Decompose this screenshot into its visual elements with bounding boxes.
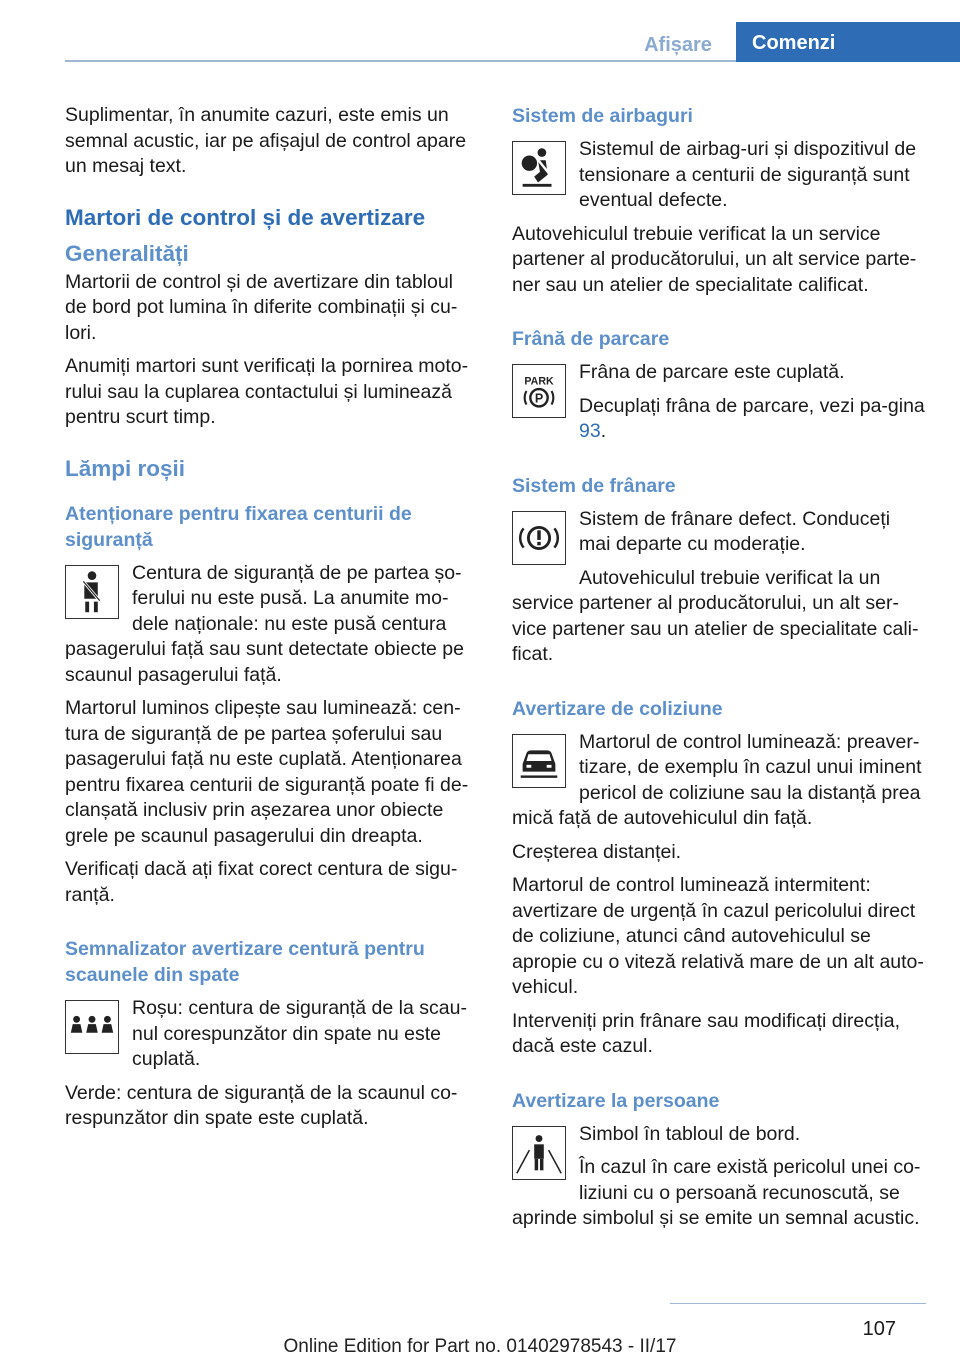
heading-rear-seatbelt: Semnalizator avertizare centură pentru scaunele din spate [65,938,425,986]
parking-brake-text: Decuplați frâna de parcare, vezi pa-gina [579,394,925,417]
page-number: 107 [862,1318,896,1340]
seatbelt-paragraph-3: Verificați dacă ați fixat corect centura de sigu-ranță. [65,858,458,906]
tab-display[interactable]: Afișare [620,30,736,60]
brake-system-block [512,507,926,558]
parking-brake-paragraph-2 [512,391,926,445]
airbag-icon [512,141,566,195]
parking-brake-icon [512,364,566,418]
heading-parking-brake: Frână de parcare [512,328,670,350]
heading-warning-lights: Martori de control și de avertizare [65,204,426,230]
person-paragraph-1: Simbol în tabloul de bord. [579,1122,801,1145]
intro-paragraph: Suplimentar, în anumite cazuri, este emis un semnal acustic, iar pe afișajul de control apare un mesaj text. [65,104,467,177]
left-column [65,103,477,1140]
heading-seatbelt: Atenționare pentru fixarea centurii de siguranță [65,502,412,551]
seatbelt-paragraph-1: Centura de siguranță de pe partea șo-ferului nu este pusă. La anumite mo-dele naționale: nu este pusă centura pasagerului față sau sunt detectate obiecte pe scaunul pasagerului față. [65,561,464,686]
collision-paragraph-1: Martorul de control luminează: preaver-tizare, de exemplu în cazul unui iminent pericol de coliziune sau la distanță prea mică față de autovehiculul din față. [512,730,922,829]
heading-brake-system: Sistem de frânare [512,474,676,497]
tab-commands[interactable]: Comenzi [736,22,960,62]
parking-brake-icon-text: PARK [524,375,554,388]
heading-general: Generalități [65,240,189,266]
rear-seatbelt-block [65,996,477,1073]
collision-paragraph-3: Martorul de control luminează intermitent: avertizare de urgență în cazul pericolului direct de coliziune, atunci când autovehiculul se apropie cu o viteză relativă mare de un alt auto-vehicul. [512,874,924,998]
seatbelt-icon [65,565,119,619]
general-paragraph-2: Anumiți martori sunt verificați la pornirea moto-rului sau la cuplarea contactului și luminează pentru scurt timp. [65,355,469,428]
parking-brake-text-end: . [600,420,607,442]
page-link-93[interactable]: 93 [579,420,601,442]
pedestrian-warning-icon [512,1126,566,1180]
rear-seatbelt-paragraph-1: Roșu: centura de siguranță de la scau-nul corespunzător din spate nu este cuplată. [132,997,467,1070]
seatbelt-block [65,561,477,689]
brake-warning-icon [512,511,566,565]
edition-footer: Online Edition for Part no. 01402978543 - II/17 [283,1336,677,1357]
brake-paragraph-2: Autovehiculul trebuie verificat la un service partener al producătorului, un alt ser-vice partener sau un atelier de specialitate cali-ficat. [512,566,919,665]
heading-red-lamps: Lămpi roșii [65,455,186,481]
seatbelt-paragraph-2: Martorul luminos clipește sau luminează: cen-tura de siguranță de pe partea șoferului sau pasagerului față nu este cuplată. Atenționarea pentru fixarea centurii de siguranță poate fi de-clanșată inclusiv prin așezarea unor obiecte grele pe scaunul pasagerului din dreapta. [65,697,469,847]
rear-seatbelt-paragraph-2: Verde: centura de siguranță de la scaunul co-respunzător din spate este cuplată. [65,1081,458,1129]
collision-warning-icon [512,734,566,788]
person-paragraph-2: În cazul în care există pericolul unei co-liziuni cu o persoană recunoscută, se aprinde simbolul și se emite un semnal acustic. [512,1156,921,1229]
airbag-block [512,137,926,214]
airbag-paragraph-2: Autovehiculul trebuie verificat la un service partener al producătorului, un alt service parte-ner sau un atelier de specialitate calificat. [512,222,917,296]
parking-brake-paragraph-1: Frâna de parcare este cuplată. [579,361,845,383]
collision-paragraph-2: Creșterea distanței. [512,840,682,863]
heading-person-warning: Avertizare la persoane [512,1089,720,1112]
heading-airbag: Sistem de airbaguri [512,105,693,127]
brake-paragraph-1: Sistem de frânare defect. Conduceți mai departe cu moderație. [579,507,891,555]
svg-text:P: P [534,391,544,406]
parking-brake-block [512,360,926,445]
general-paragraph-1: Martorii de control și de avertizare din tabloul de bord pot lumina în diferite combinații și cu-lori. [65,270,458,344]
footer-rule [670,1303,926,1304]
airbag-paragraph-1: Sistemul de airbag-uri și dispozitivul de tensionare a centurii de siguranță sunt eventual defecte. [579,138,917,211]
person-warning-block [512,1122,926,1232]
rear-seatbelt-icon [65,1000,119,1054]
collision-block [512,730,926,832]
right-column [512,103,926,1240]
collision-paragraph-4: Interveniți prin frânare sau modificați direcția, dacă este cazul. [512,1009,901,1057]
heading-collision-warning: Avertizare de coliziune [512,697,723,720]
